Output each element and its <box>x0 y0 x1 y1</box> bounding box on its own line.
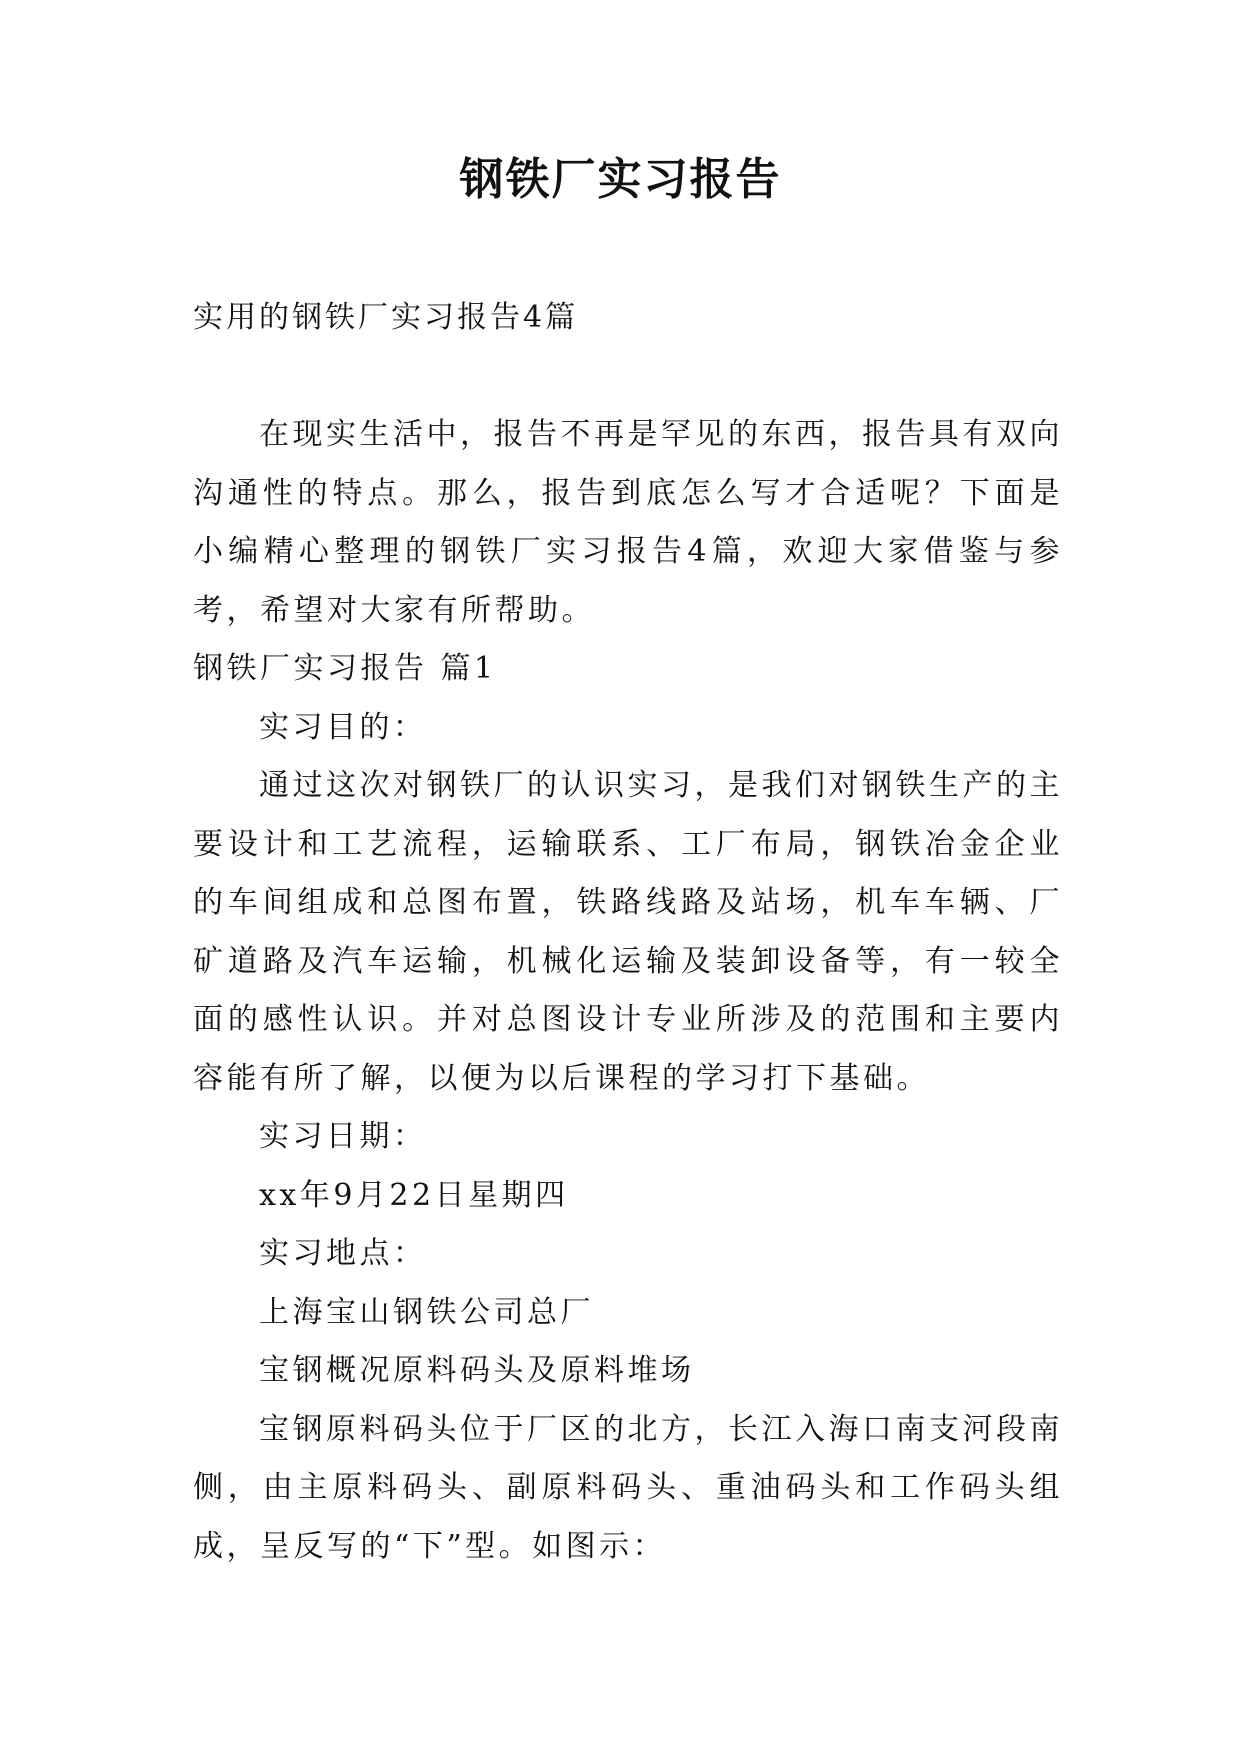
document-body <box>193 406 1063 1576</box>
document-subtitle: 实用的钢铁厂实习报告4篇 <box>193 300 579 335</box>
document-title: 钢铁厂实习报告 <box>459 154 782 205</box>
paragraph-date: xx年9月22日星期四 <box>259 1177 569 1213</box>
paragraph-location-label: 实习地点： <box>259 1236 427 1271</box>
intro-paragraph: 在现实生活中，报告不再是罕见的东西，报告具有双向沟通性的特点。那么，报告到底怎么写才合适呢？下面是小编精心整理的钢铁厂实习报告4篇，欢迎大家借鉴与参考，希望对大家有所帮助。 <box>193 417 1063 628</box>
paragraph-purpose: 通过这次对钢铁厂的认识实习，是我们对钢铁生产的主要设计和工艺流程，运输联系、工厂布局，钢铁冶金企业的车间组成和总图布置，铁路线路及站场，机车车辆、厂矿道路及汽车运输，机械化运输及装卸设备等，有一较全面的感性认识。并对总图设计专业所涉及的范围和主要内容能有所了解，以便为以后课程的学习打下基础。 <box>193 768 1063 1096</box>
paragraph-location: 上海宝山钢铁公司总厂 <box>259 1294 594 1330</box>
paragraph-date-label: 实习日期： <box>259 1119 427 1154</box>
section-heading: 钢铁厂实习报告 篇1 <box>193 651 497 686</box>
paragraph-purpose-label: 实习目的： <box>259 709 427 745</box>
paragraph-overview-heading: 宝钢概况原料码头及原料堆场 <box>259 1353 695 1388</box>
paragraph-wharf: 宝钢原料码头位于厂区的北方，长江入海口南支河段南侧，由主原料码头、副原料码头、重油码头和工作码头组成，呈反写的“下”型。如图示： <box>193 1411 1063 1564</box>
